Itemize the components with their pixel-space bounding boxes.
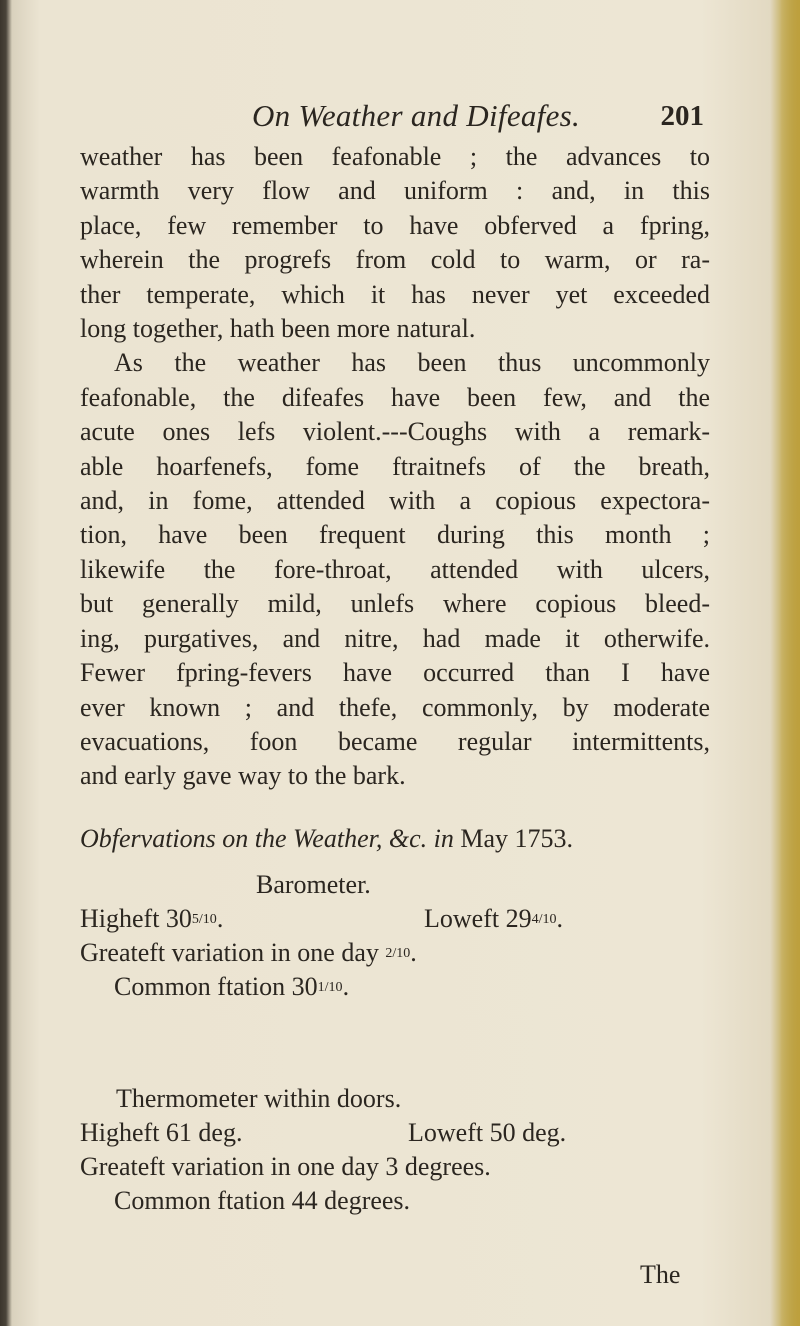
text-line: warmth very flow and uniform : and, in this bbox=[80, 176, 710, 206]
barometer-common-value: 30 bbox=[291, 972, 318, 1001]
page-edge bbox=[780, 0, 800, 1326]
barometer-highest-fraction: 5/10 bbox=[191, 912, 217, 927]
page-number: 201 bbox=[660, 100, 704, 132]
barometer-variation-row bbox=[80, 938, 720, 972]
barometer-lowest-value: 29 bbox=[505, 904, 532, 933]
text-line: and early gave way to the bark. bbox=[80, 761, 406, 791]
text-line: weather has been feafonable ; the advances to bbox=[80, 142, 710, 171]
thermometer-lowest: Loweft 50 deg. bbox=[408, 1118, 567, 1147]
text-line: feafonable, the difeafes have been few, and the bbox=[80, 382, 710, 412]
barometer-heading: Barometer. bbox=[256, 870, 371, 899]
barometer-block bbox=[80, 870, 720, 1006]
thermometer-variation: Greateft variation in one day 3 degrees. bbox=[80, 1152, 491, 1181]
text-line: As the weather has been thus uncommonly bbox=[114, 348, 710, 378]
barometer-highest-label: Higheft bbox=[80, 904, 160, 933]
barometer-heading-row bbox=[80, 870, 720, 904]
running-title: On Weather and Difeafes. bbox=[252, 98, 581, 133]
page-header bbox=[80, 98, 720, 138]
thermometer-heading-row bbox=[80, 1084, 720, 1118]
text-line: evacuations, foon became regular intermittents, bbox=[80, 726, 710, 756]
thermometer-block bbox=[80, 1084, 720, 1220]
section-title-date: May 1753. bbox=[460, 824, 573, 853]
thermometer-common: Common ftation 44 degrees. bbox=[114, 1186, 411, 1215]
barometer-common: Common ftation 301/10. bbox=[114, 972, 350, 1001]
text-line: and, in fome, attended with a copious expectora- bbox=[80, 486, 710, 516]
text-line: but generally mild, unlefs where copious bleed- bbox=[80, 589, 710, 619]
text-line: able hoarfenefs, fome ftraitnefs of the breath, bbox=[80, 451, 710, 481]
barometer-common-label: Common ftation bbox=[114, 972, 286, 1001]
catchword: The bbox=[640, 1260, 681, 1289]
text-line: ing, purgatives, and nitre, had made it otherwife. bbox=[80, 623, 710, 653]
text-line: ever known ; and thefe, commonly, by moderate bbox=[80, 692, 710, 722]
section-title-italic: Obfervations on the Weather, &c. in bbox=[80, 824, 454, 853]
barometer-lowest-fraction: 4/10 bbox=[531, 912, 557, 927]
barometer-extremes-row bbox=[80, 904, 720, 938]
barometer-variation-label: Greateft variation in one day bbox=[80, 938, 379, 967]
barometer-variation: Greateft variation in one day 2/10. bbox=[80, 938, 417, 967]
text-line: tion, have been frequent during this month ; bbox=[80, 520, 710, 550]
text-line: likewife the fore-throat, attended with ulcers, bbox=[80, 554, 710, 584]
barometer-variation-fraction: 2/10 bbox=[385, 946, 411, 961]
barometer-lowest: Loweft 294/10. bbox=[424, 904, 563, 933]
body-text bbox=[80, 140, 710, 794]
text-line: ther temperate, which it has never yet exceeded bbox=[80, 279, 710, 309]
text-line: place, few remember to have obferved a fpring, bbox=[80, 210, 710, 240]
thermometer-common-row bbox=[80, 1186, 720, 1220]
thermometer-highest: Higheft 61 deg. bbox=[80, 1118, 243, 1147]
barometer-highest: Higheft 305/10. bbox=[80, 904, 224, 933]
thermometer-heading: Thermometer within doors. bbox=[116, 1084, 402, 1113]
thermometer-extremes-row bbox=[80, 1118, 720, 1152]
thermometer-variation-row bbox=[80, 1152, 720, 1186]
text-line: Fewer fpring-fevers have occurred than I have bbox=[80, 658, 710, 688]
text-line: acute ones lefs violent.---Coughs with a remark- bbox=[80, 417, 710, 447]
text-line: wherein the progrefs from cold to warm, or ra- bbox=[80, 245, 710, 275]
barometer-lowest-label: Loweft bbox=[424, 904, 500, 933]
text-line: long together, hath been more natural. bbox=[80, 314, 476, 344]
barometer-highest-value: 30 bbox=[165, 904, 192, 933]
barometer-common-row bbox=[80, 972, 720, 1006]
barometer-common-fraction: 1/10 bbox=[317, 980, 343, 995]
section-title bbox=[80, 824, 720, 854]
